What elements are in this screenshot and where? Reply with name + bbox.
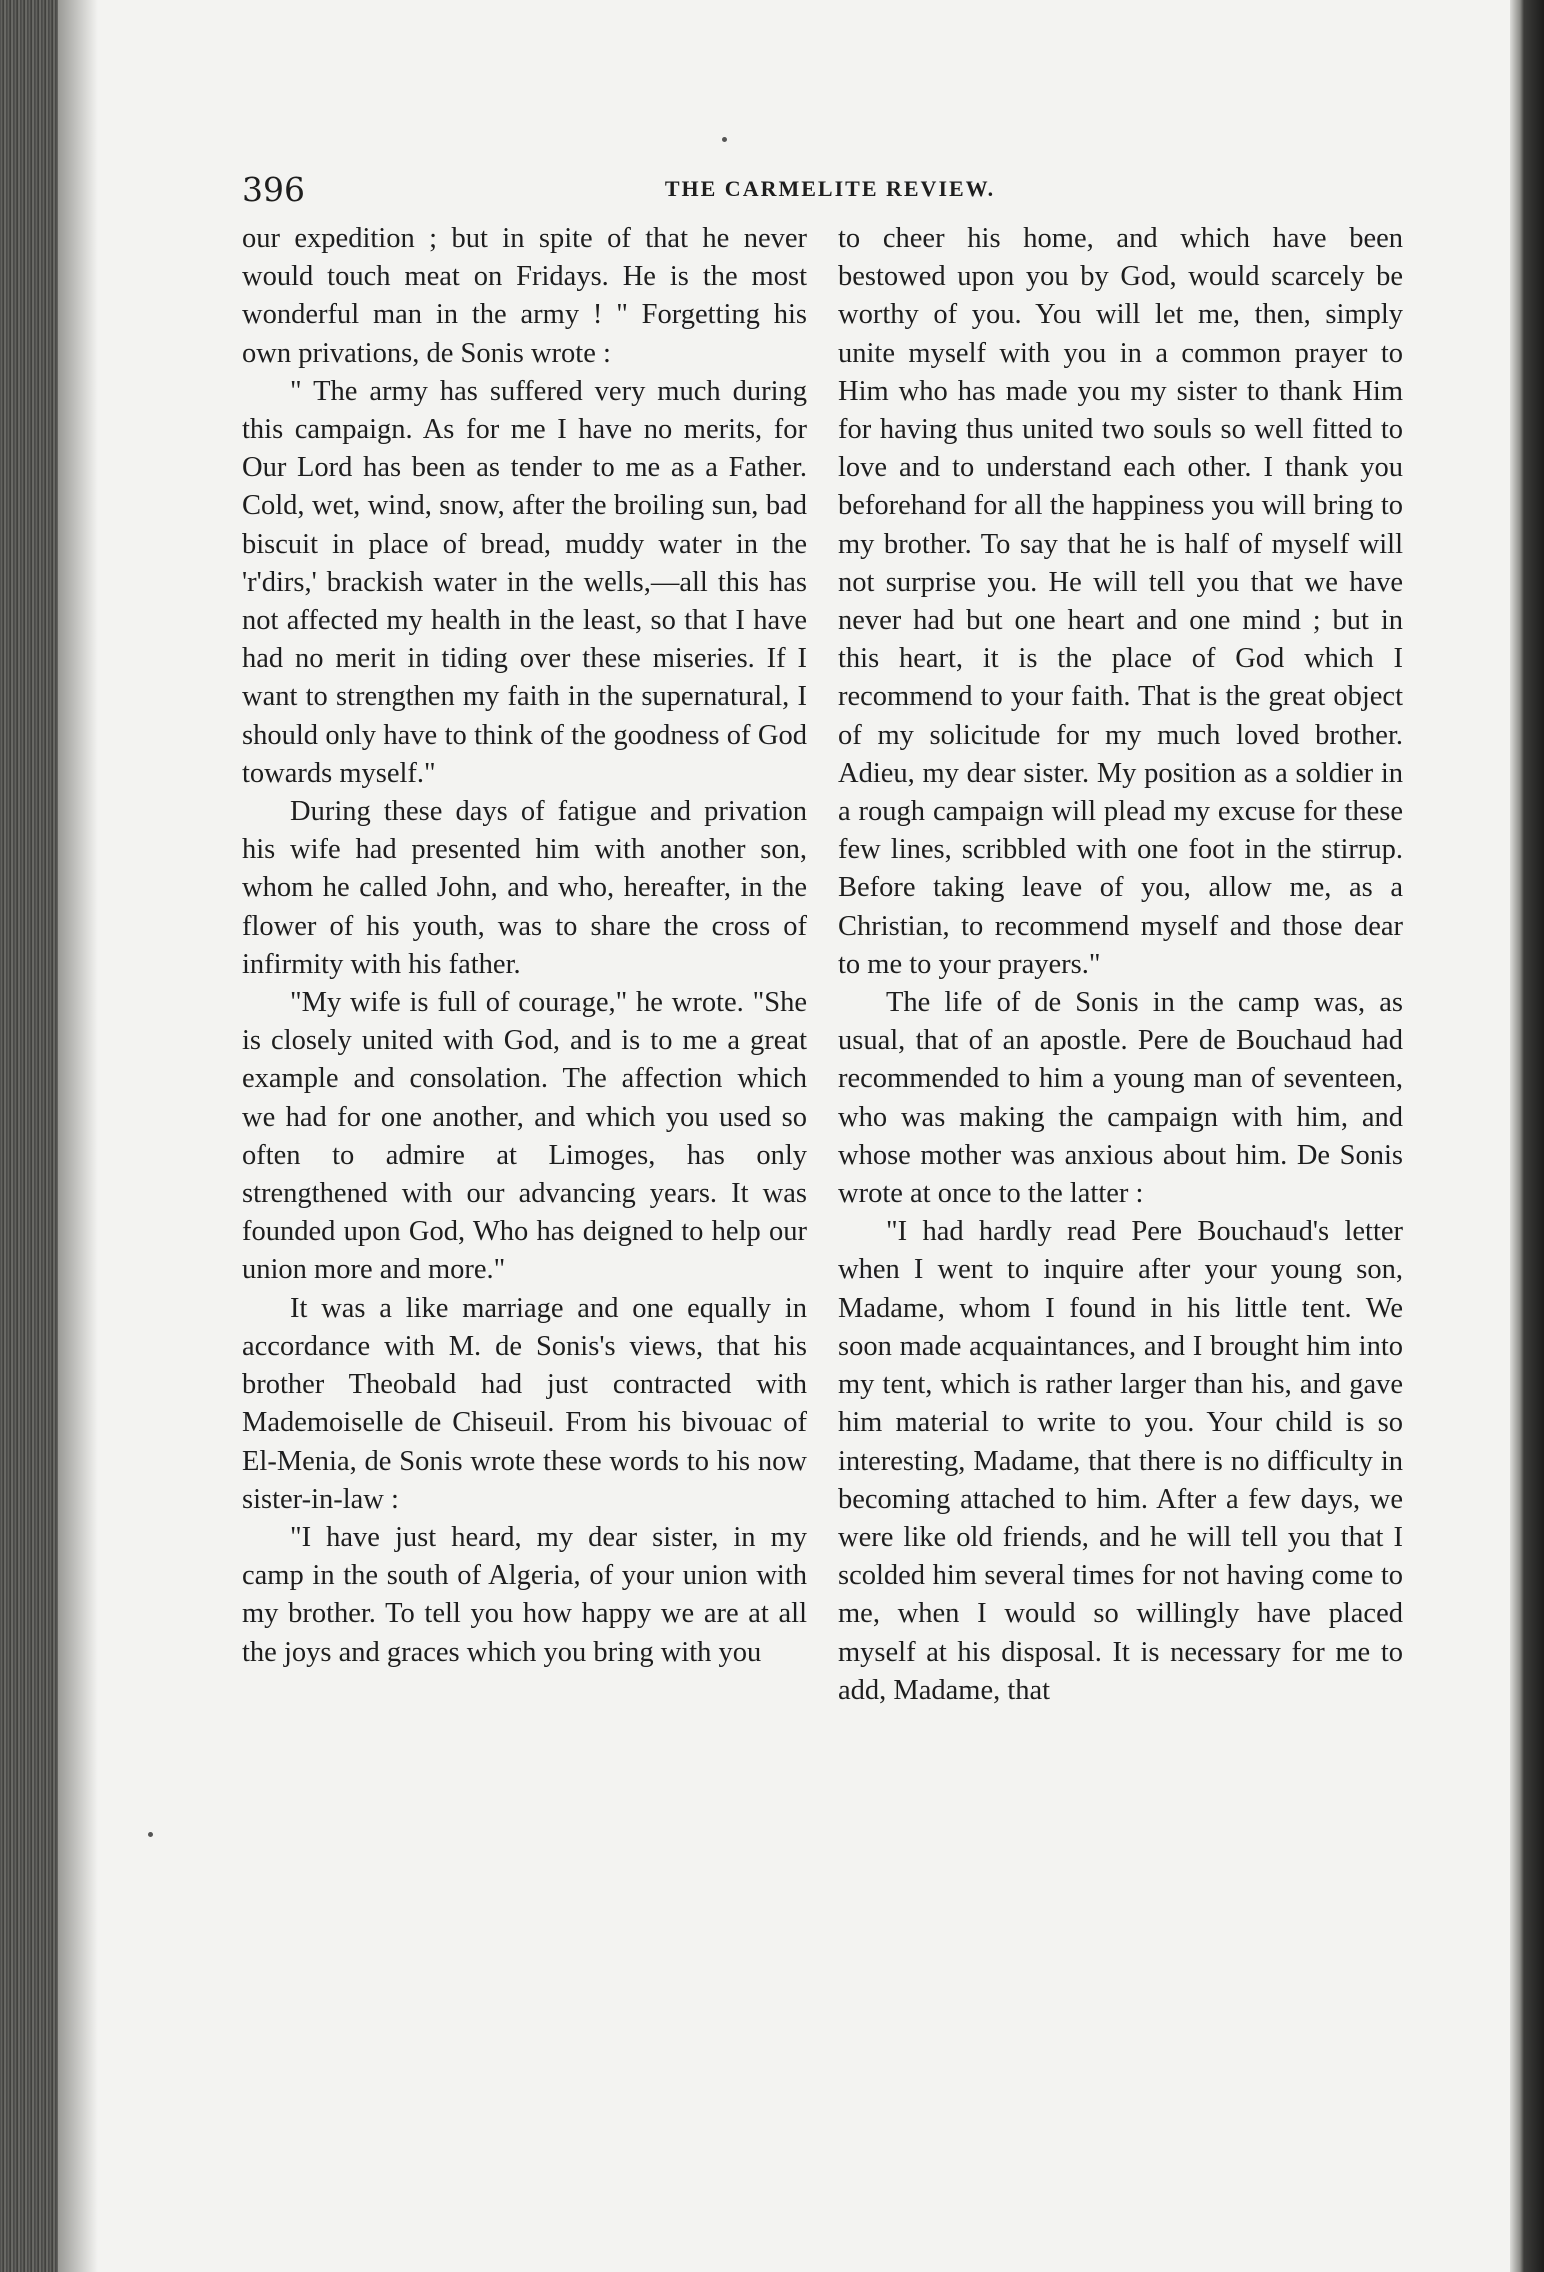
speck <box>722 137 727 142</box>
paragraph: The life of de Sonis in the camp was, as usual, that of an apostle. Pere de Bouchaud had recommended to him a young man of seventeen, who was making the campaign with him, and whose mother was anxious about him. De Sonis wrote at once to the latter : <box>838 987 1403 1210</box>
paragraph: our expedition ; but in spite of that he never would touch meat on Fridays. He is the most wonderful man in the army ! " Forgetting his own privations, de Sonis wrote : <box>242 223 807 369</box>
book-edge-left <box>0 0 58 2272</box>
paragraph: "My wife is full of courage," he wrote. "She is closely united with God, and is to me a great example and consolation. The affection which we had for one another, and which you used so often to admire at Limoges, has only strengthened with our advancing years. It was founded upon God, Who has deigned to help our union more and more." <box>242 987 807 1286</box>
paragraph: It was a like marriage and one equally in accordance with M. de Sonis's views, that his brother Theobald had just contracted with Mademoiselle de Chiseuil. From his bivouac of El-Menia, de Sonis wrote these words to his now sister-in-law : <box>242 1292 807 1515</box>
left-column <box>242 220 807 1672</box>
paragraph: "I have just heard, my dear sister, in my camp in the south of Algeria, of your union with my brother. To tell you how happy we are at all the joys and graces which you bring with you <box>242 1521 807 1668</box>
paragraph: " The army has suffered very much during this campaign. As for me I have no merits, for Our Lord has been as tender to me as a Father. Cold, wet, wind, snow, after the broiling sun, bad biscuit in place of bread, muddy water in the 'r'dirs,' brackish water in the wells,—all this has not affected my health in the least, so that I have had no merit in tiding over these miseries. If I want to strengthen my faith in the supernatural, I should only have to think of the goodness of God towards myself." <box>242 375 807 789</box>
page-number: 396 <box>242 170 305 209</box>
paragraph: "I had hardly read Pere Bouchaud's letter when I went to inquire after your young son, Madame, whom I found in his little tent. We soon made acquaintances, and I brought him into my tent, which is rather larger than his, and gave him material to write to you. Your child is so interesting, Madame, that there is no difficulty in becoming attached to him. After a few days, we were like old friends, and he will tell you that I scolded him several times for not having come to me, when I would so willingly have placed myself at his disposal. It is necessary for me to add, Madame, that <box>838 1216 1403 1706</box>
page-header <box>240 170 1420 220</box>
paragraph: During these days of fatigue and privation his wife had presented him with another son, whom he called John, and who, hereafter, in the flower of his youth, was to share the cross of infirmity with his father. <box>242 796 807 980</box>
speck <box>148 1832 153 1837</box>
paragraph: to cheer his home, and which have been bestowed upon you by God, would scarcely be worthy of you. You will let me, then, simply unite myself with you in a common prayer to Him who has made you my sister to thank Him for having thus united two souls so well fitted to love and to understand each other. I thank you beforehand for all the happiness you will bring to my brother. To say that he is half of myself will not surprise you. He will tell you that we have never had but one heart and one mind ; but in this heart, it is the place of God which I recommend to your faith. That is the great object of my solicitude for my much loved brother. Adieu, my dear sister. My position as a soldier in a rough campaign will plead my excuse for these few lines, scribbled with one foot in the stirrup. Before taking leave of you, allow me, as a Christian, to recommend myself and those dear to me to your prayers." <box>838 223 1403 980</box>
binding-shadow <box>58 0 98 2272</box>
running-title: THE CARMELITE REVIEW. <box>664 176 996 201</box>
right-column <box>838 220 1403 1710</box>
book-edge-right <box>1510 0 1544 2272</box>
